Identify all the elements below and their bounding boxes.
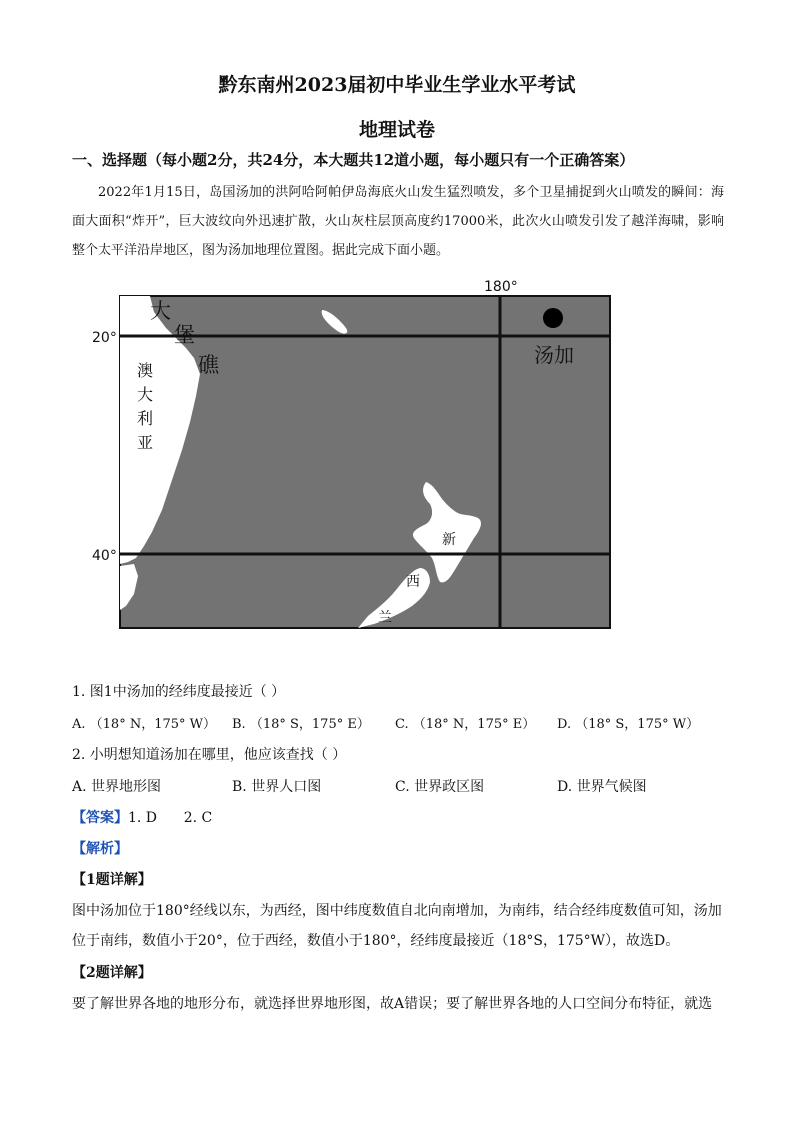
detail-1-text: 图中汤加位于180°经线以东，为西经，图中纬度数值自北向南增加，为南纬，结合经纬度数值可知，汤加位于南纬，数值小于20°，位于西经，数值小于180°，经纬度最接近（18°S，175°W），故选D。 xyxy=(72,903,722,949)
detail-2-body xyxy=(72,989,724,1019)
tonga-label: 汤加 xyxy=(534,343,574,367)
australia-label-4: 亚 xyxy=(137,433,154,452)
detail-2-title: 【2题详解】 xyxy=(72,965,152,981)
reef-label-2: 堡 xyxy=(174,323,195,347)
q2-option-d: D. 世界气候图 xyxy=(557,779,647,795)
latitude-40-label: 40° xyxy=(92,548,117,564)
reef-label-1: 大 xyxy=(150,299,171,323)
analysis-label: 【解析】 xyxy=(72,841,128,857)
passage-text: 2022年1月15日，岛国汤加的洪阿哈阿帕伊岛海底火山发生猛烈喷发，多个卫星捕捉到火山喷发的瞬间：海面大面积“炸开”，巨大波纹向外迅速扩散，火山灰柱层顶高度约17000米，此次火山喷发引发了越洋海啸，影响整个太平洋沿岸地区，图为汤加地理位置图。据此完成下面小题。 xyxy=(72,185,724,258)
q1-option-c: C. （18° N，175° E） xyxy=(395,717,536,732)
q2-option-c: C. 世界政区图 xyxy=(395,779,485,795)
section-heading: 一、选择题（每小题2分，共24分，本大题共12道小题，每小题只有一个正确答案） xyxy=(72,151,635,169)
detail-1-body xyxy=(72,896,724,956)
question-2-stem: 2. 小明想知道汤加在哪里，他应该查找（ ） xyxy=(72,747,347,763)
q1-option-a: A. （18° N，175° W） xyxy=(72,717,217,732)
exam-title: 黔东南州2023届初中毕业生学业水平考试 xyxy=(218,74,576,96)
nz-label-3: 兰 xyxy=(378,610,392,626)
longitude-label: 180° xyxy=(484,279,518,295)
analysis-tag xyxy=(72,838,128,858)
answer-line xyxy=(72,807,212,827)
q2-option-a: A. 世界地形图 xyxy=(72,779,162,795)
australia-label-3: 利 xyxy=(137,409,154,428)
tonga-dot xyxy=(543,308,563,328)
q1-option-d: D. （18° S，175° W） xyxy=(557,717,700,732)
q1-option-b: B. （18° S，175° E） xyxy=(232,717,370,732)
tonga-location-map xyxy=(74,276,634,636)
passage xyxy=(72,178,724,265)
latitude-20-label: 20° xyxy=(92,330,117,346)
nz-label-2: 西 xyxy=(406,574,420,590)
australia-label-2: 大 xyxy=(137,385,154,404)
reef-label-3: 礁 xyxy=(198,353,219,377)
answer-text: 1. D 2. C xyxy=(128,810,213,826)
australia-label-1: 澳 xyxy=(137,361,154,380)
question-1-stem: 1. 图1中汤加的经纬度最接近（ ） xyxy=(72,684,286,700)
detail-1-title: 【1题详解】 xyxy=(72,872,152,888)
q2-option-b: B. 世界人口图 xyxy=(232,779,322,795)
detail-2-text: 要了解世界各地的地形分布，就选择世界地形图，故A错误；要了解世界各地的人口空间分布特征，就选 xyxy=(72,996,713,1012)
answer-tag: 【答案】 xyxy=(72,810,128,826)
nz-label-1: 新 xyxy=(442,532,456,548)
exam-subtitle: 地理试卷 xyxy=(358,119,435,141)
